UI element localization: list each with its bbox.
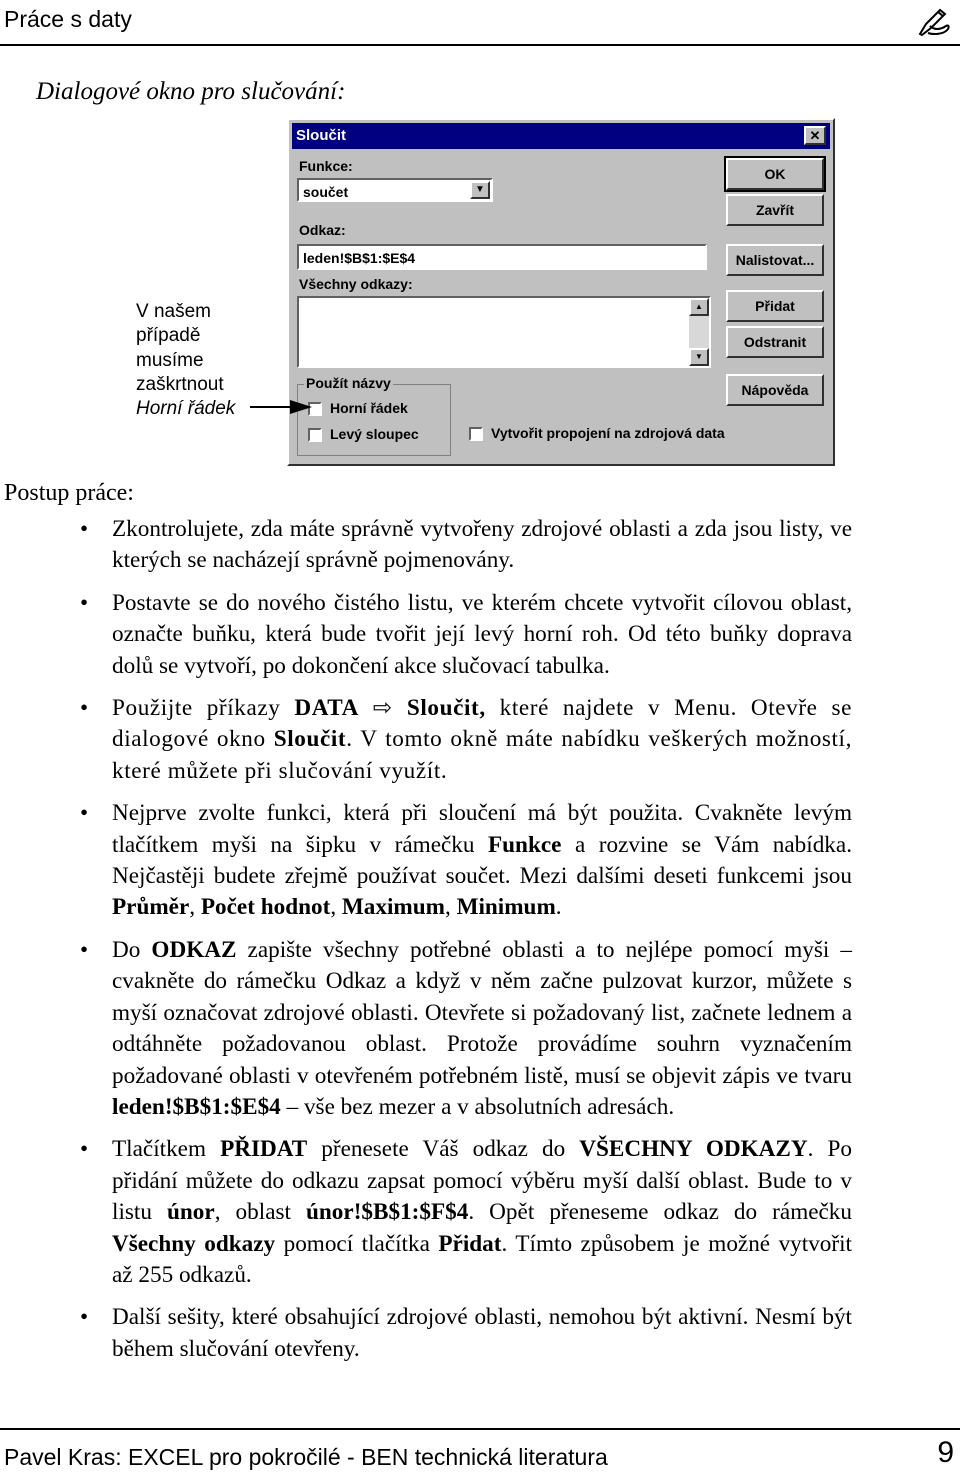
arrow-right-icon (250, 398, 312, 416)
list-item (80, 935, 852, 1123)
item-bold: leden!$B$1:$E$4 (112, 1093, 281, 1120)
chevron-down-icon[interactable]: ▼ (470, 181, 490, 199)
bullet: • (80, 589, 89, 616)
header-title: Práce s daty (4, 6, 132, 32)
item-bold: Počet hodnot (200, 894, 331, 921)
bullet: • (80, 800, 89, 827)
left-column-checkbox[interactable] (308, 428, 322, 442)
item-bold: Sloučit, (406, 695, 486, 722)
item-text: Nejprve zvolte funkci, která při sloučení má být použita. Cvakněte levým tlačítkem myši na šipku v rámečku (112, 800, 852, 858)
item-text: . Po přidání můžete do odkazu zapsat pomocí výběru myší další oblast. Bude to v listu (112, 1136, 852, 1226)
note-line: zaškrtnout (136, 373, 224, 395)
item-text: . Opět přeneseme odkaz do rámečku (468, 1199, 852, 1226)
item-text: pomocí tlačítka (275, 1230, 439, 1257)
item-text: . Tímto způsobem je možné vytvořit až 255 odkazů. (112, 1230, 853, 1288)
item-bold: VŠECHNY ODKAZY (579, 1136, 808, 1163)
dialog-title: Sloučit (296, 127, 347, 144)
function-dropdown[interactable] (297, 178, 493, 202)
reference-value: leden!$B$1:$E$4 (303, 250, 416, 266)
create-links-checkbox[interactable] (469, 427, 483, 441)
item-text: , (330, 894, 342, 921)
all-references-label: Všechny odkazy: (299, 276, 413, 292)
list-item (80, 514, 852, 577)
add-button[interactable]: Přidat (726, 290, 824, 322)
item-bold: únor!$B$1:$F$4 (306, 1199, 469, 1226)
menu-arrow-icon: ⇨ (359, 695, 407, 722)
page-number: 9 (937, 1436, 954, 1469)
item-bold: Všechny odkazy (112, 1230, 276, 1257)
help-button[interactable]: Nápověda (726, 374, 824, 406)
list-item (80, 1134, 852, 1291)
use-labels-title: Použít názvy (306, 375, 391, 391)
item-bold: Minimum (456, 894, 556, 921)
item-text: Zkontrolujete, zda máte správně vytvořeny zdrojové oblasti a zda jsou listy, ve kterých se nacházejí správně pojmenovány. (112, 516, 852, 574)
all-references-list[interactable] (297, 296, 711, 368)
item-bold: ODKAZ (151, 936, 237, 963)
item-bold: únor (167, 1199, 215, 1226)
procedure-list (80, 514, 852, 1376)
note-line: musíme (136, 349, 204, 371)
close-icon[interactable]: ✕ (804, 126, 826, 145)
bullet: • (80, 1136, 89, 1163)
list-item (80, 798, 852, 924)
create-links-label: Vytvořit propojení na zdrojová data (491, 425, 725, 441)
ok-button[interactable]: OK (726, 158, 824, 190)
procedure-heading: Postup práce: (4, 480, 134, 506)
note-line: V našem (136, 301, 211, 322)
scroll-down-icon[interactable]: ▼ (689, 348, 709, 366)
item-text: . V tomto okně máte nabídku veškerých možností, které můžete při slučování využít. (112, 726, 852, 784)
list-scrollbar[interactable] (689, 298, 709, 366)
item-text: které najdete v Menu. Otevře se dialogové okno (112, 695, 852, 753)
item-text: Další sešity, které obsahující zdrojové oblasti, nemohou být aktivní. Nesmí být během slučování otevřeny. (112, 1304, 852, 1362)
item-text: Do (112, 936, 152, 963)
note-line-emphasis: Horní řádek (136, 398, 236, 420)
note-line: případě (136, 325, 201, 347)
item-bold: DATA (294, 695, 360, 722)
bullet: • (80, 1304, 89, 1331)
bullet: • (80, 936, 89, 963)
item-text: zapište všechny potřebné oblasti a to nejlépe pomocí myši – cvakněte do rámečku Odkaz a když v něm začne pulzovat kurzor, můžete s myší označovat zdrojové oblasti. Otevřete si požadovaný list, začnete lednem a odtáhněte požadovanou oblast. Protože provádíme souhrn vyznačením požadované oblasti v otevřeném potřebném listě, musí se objevit zápis ve tvaru (112, 936, 853, 1089)
item-text: . (555, 894, 562, 921)
item-bold: Maximum (341, 894, 445, 921)
delete-button[interactable]: Odstranit (726, 326, 824, 358)
item-text: Použijte příkazy (112, 695, 295, 722)
consolidate-dialog (287, 118, 835, 466)
close-button[interactable]: Zavřít (726, 194, 824, 226)
reference-label: Odkaz: (299, 222, 346, 238)
bullet: • (80, 516, 89, 542)
use-labels-group (297, 375, 451, 456)
item-text: , oblast (214, 1199, 307, 1226)
reference-input[interactable] (297, 244, 707, 270)
item-bold: Sloučit (273, 726, 347, 753)
footer-rule (0, 1428, 960, 1430)
top-row-label: Horní řádek (330, 400, 408, 416)
item-bold: Funkce (488, 831, 562, 858)
list-item (80, 1302, 852, 1365)
side-note (136, 300, 235, 421)
browse-button[interactable]: Nalistovat... (726, 244, 824, 276)
item-bold: Průměr (112, 894, 190, 921)
page-header (0, 0, 960, 46)
item-text: , (189, 894, 201, 921)
list-item (80, 693, 852, 787)
item-text: přenesete Váš odkaz do (307, 1136, 580, 1163)
item-text: Postavte se do nového čistého listu, ve kterém chcete vytvořit cílovou oblast, označte buňku, která bude tvořit její levý horní roh. Od této buňky doprava dolů se vytvoří, po dokončení akce slučovací tabulka. (112, 589, 852, 679)
item-bold: Přidat (438, 1230, 502, 1257)
function-label: Funkce: (299, 158, 353, 174)
footer-text: Pavel Kras: EXCEL pro pokročilé - BEN technická literatura (4, 1444, 608, 1470)
writing-hand-icon (916, 4, 952, 38)
figure-caption: Dialogové okno pro slučování: (36, 78, 346, 105)
item-text: Tlačítkem (112, 1136, 221, 1163)
item-text: , (444, 894, 457, 921)
function-value: součet (303, 184, 349, 200)
left-column-label: Levý sloupec (330, 426, 419, 442)
item-bold: PŘIDAT (220, 1136, 308, 1163)
item-text: a rozvine se Vám nabídka. Nejčastěji budete zřejmě používat součet. Mezi dalšími deseti funkcemi jsou (112, 831, 852, 890)
scroll-up-icon[interactable]: ▲ (689, 298, 709, 316)
dialog-titlebar (292, 123, 830, 149)
list-item (80, 588, 852, 682)
header-rule (0, 44, 960, 46)
item-text: – vše bez mezer a v absolutních adresách. (280, 1093, 675, 1120)
bullet: • (80, 695, 89, 722)
